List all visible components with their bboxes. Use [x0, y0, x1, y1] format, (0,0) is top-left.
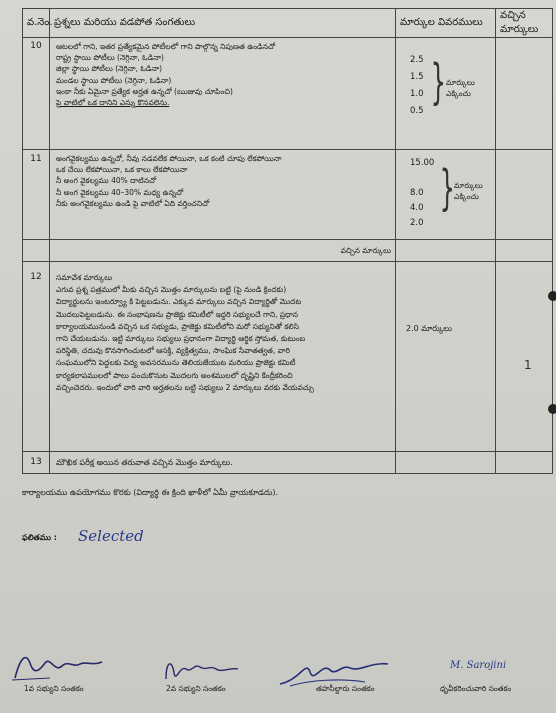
row-number: 13	[23, 452, 50, 474]
curly-brace: }	[439, 160, 455, 216]
table-row-12-subheader	[23, 240, 553, 262]
row-number: 11	[23, 150, 50, 240]
side-label: మార్కులు	[446, 78, 475, 87]
text-line: వచ్చించెదరు. ఇందులో వారి వారి అర్హతలను బట్టి సభ్యులు 2 మార్కులు వరకు వేయవచ్చు	[56, 382, 314, 392]
marks-cell	[396, 38, 496, 150]
mark-value: 2.5	[410, 55, 424, 65]
signature-label-1: 1వ సభ్యుని సంతకం	[24, 684, 84, 693]
text-line: గాని చేయబడును. ఇట్టి మార్కులు సభ్యులు ప్రధానంగా విద్యార్థి ఆర్థిక స్తోమత, కుటుంబ	[56, 334, 306, 344]
signature-label-3: తహసీల్దారు సంతకం	[316, 684, 375, 693]
text-line: రాష్ట్ర స్థాయి పోటీలు (నెగ్గినా, ఓడినా)	[56, 53, 164, 63]
signature-1-ink	[10, 648, 105, 683]
text-line: అంగవైకల్యము ఉన్నచో, నీవు నడవలేక పోయినా, ఒక కంటి చూపు లేకపోయినా	[56, 154, 282, 163]
row-description	[50, 38, 396, 150]
mark-value: 0.5	[410, 106, 424, 116]
row-description: మౌఖిక పరీక్ష అయిన తరువాత వచ్చిన మొత్తం మార్కులు.	[50, 452, 396, 474]
obtained-cell	[496, 38, 553, 150]
text-line: నీకు అంగవైకల్యము ఉండి పై వాటిలో ఏది వర్తించనిచో	[56, 198, 210, 208]
text-line: సంఘములోని పెద్దలకు విద్య అవసరమును తెలియజేయుట మరియు ప్రాజెక్టు కమిటీ	[56, 358, 296, 368]
mark-value: 2.0	[410, 218, 424, 228]
obtained-label: వచ్చిన మార్కులు	[50, 240, 396, 262]
table-row-12	[23, 262, 553, 452]
result-handwriting: Selected	[78, 527, 144, 545]
row-number: 10	[23, 38, 50, 150]
mark-value: 1.0	[410, 89, 424, 99]
text-line: మండల స్థాయి పోటీలు (నెగ్గినా, ఓడినా)	[56, 75, 172, 85]
marks-value: 2.0 మార్కులు	[406, 324, 452, 333]
punch-hole	[548, 291, 556, 301]
table-header	[23, 9, 553, 38]
text-line: విద్యార్థులను ఇంటర్వ్యూ కి పెట్టబడును. ఎక్కువ మార్కులు వచ్చిన విద్యార్థితో మొదట	[56, 297, 302, 307]
marks-cell	[396, 240, 496, 262]
side-label: మార్కులు	[454, 181, 483, 190]
handwritten-mark: 1	[524, 358, 532, 372]
mark-value: 15.00	[410, 158, 435, 168]
header-obtained: వచ్చిన మార్కులు	[496, 9, 553, 38]
result-label: ఫలితము :	[22, 533, 57, 542]
text-line: పై వాటిలో ఒక దానిని ఎన్ను కొనవలెను.	[56, 98, 170, 108]
curly-brace: }	[430, 54, 446, 110]
text-line: నీ అంగ వైకల్యము 40–30% మధ్య ఉన్నచో	[56, 187, 184, 197]
marks-values	[396, 150, 495, 239]
obtained-cell	[496, 150, 553, 240]
side-label: ఎక్కించు	[454, 192, 479, 201]
row-description	[50, 262, 396, 452]
row-number: 12	[23, 262, 50, 452]
header-no: వ.నెం.	[23, 9, 50, 38]
table-row-11	[23, 150, 553, 240]
marks-values	[396, 38, 495, 149]
text-line: పరిస్థితి, చదువు కొనసాగించుటలో ఆసక్తి, వ్యక్తిత్వము, సాంఘిక సేవాతత్వత, వారి	[56, 346, 290, 356]
row-description	[50, 150, 396, 240]
punch-hole	[548, 404, 556, 414]
mark-value: 4.0	[410, 203, 424, 213]
signature-2-ink	[160, 655, 240, 685]
office-note: కార్యాలయము ఉపయోగము కొరకు (విద్యార్థి ఈ క్రింది ఖాళీలో ఏమీ వ్రాయకూడదు).	[22, 488, 279, 497]
signature-label-4: ధృవీకరించువారి సంతకం	[440, 684, 512, 693]
table-row-10	[23, 38, 553, 150]
mark-value: 8.0	[410, 188, 424, 198]
text-line: ఒక చేయి లేకపోయినా, ఒక కాలు లేకపోయినా	[56, 165, 188, 175]
obtained-cell	[496, 240, 553, 262]
text-line: నీ అంగ వైకల్యము 40% దాటినచో	[56, 176, 157, 186]
text-line: ఆటలలో గాని, ఇతర ప్రత్యేకమైన పోటీలలో గాని పాల్గొన్న నిపుణత ఉండినచో	[56, 42, 276, 51]
header-desc: ప్రశ్నలు మరియు వడపోత సంగతులు	[50, 9, 396, 38]
signature-label-2: 2వ సభ్యుని సంతకం	[166, 684, 226, 693]
signature-4-handwriting: M. Sarojini	[450, 660, 507, 671]
marks-cell	[396, 452, 496, 474]
text-line: కార్యకలాపములలో పాలు పంచుకొనుట మొదలగు అంశములలో దృష్టిని కేంద్రీకరించి	[56, 370, 293, 380]
marks-cell	[396, 150, 496, 240]
table-row-13	[23, 452, 553, 474]
text-line: ఇంకా నీకు ఏమైనా ప్రత్యేక అర్హత ఉన్నచో (ఋజువు చూపించి)	[56, 86, 233, 96]
marks-table	[22, 8, 553, 474]
header-marks: మార్కుల వివరములు	[396, 9, 496, 38]
text-line: మొదలుపెట్టబడును. ఈ సంభాషణను ప్రాజెక్టు కమిటీలో ఇద్దరి సభ్యులచే గాని, ప్రధాన	[56, 309, 299, 319]
section-title: సమావేశ మార్కులు	[56, 273, 113, 282]
mark-value: 1.5	[410, 72, 424, 82]
obtained-cell	[496, 262, 553, 452]
text-line: కార్యాలయమునుండి వచ్చిన ఒక సభ్యుడు, ప్రాజెక్టు కమిటీలోని మరో సభ్యునితో కలిసి	[56, 321, 300, 331]
side-label: ఎక్కించు	[446, 89, 471, 98]
marks-cell	[396, 262, 496, 452]
obtained-cell	[496, 452, 553, 474]
text-line: ఎగువ ప్రశ్న పత్రములో మీకు వచ్చిన మొత్తం మార్కులను బట్టి (పై నుండి క్రిందకు)	[56, 285, 287, 295]
text-line: జిల్లా స్థాయి పోటీలు (నెగ్గినా, ఓడినా)	[56, 64, 163, 74]
row-number-blank	[23, 240, 50, 262]
